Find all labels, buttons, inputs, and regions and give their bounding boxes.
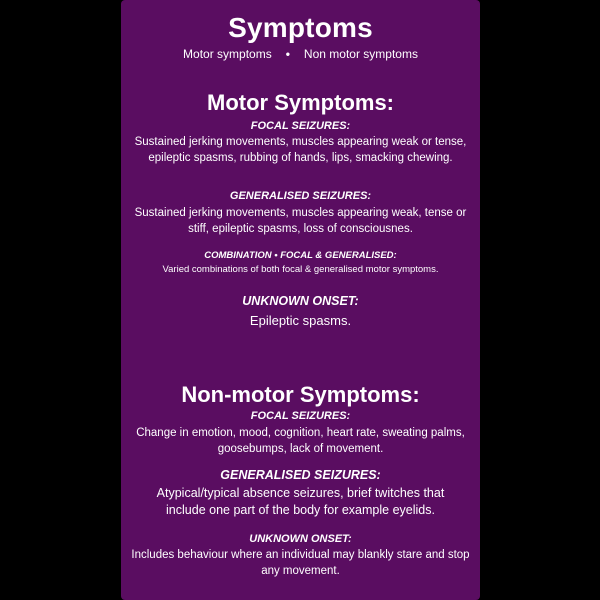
motor-heading: Motor Symptoms: [207, 90, 394, 115]
motor-focal-text: Sustained jerking movements, muscles appearing weak or tense, epileptic spasms, rubbing of hands, lips, smacking chewing. [134, 136, 467, 164]
motor-generalised-label: GENERALISED SEIZURES: [229, 190, 372, 202]
nav-link-motor[interactable]: Motor symptoms [183, 47, 272, 61]
nonmotor-focal-label: FOCAL SEIZURES: [250, 410, 351, 422]
nonmotor-generalised-text: Atypical/typical absence seizures, brief twitches that include one part of the body for example eyelids. [156, 486, 445, 517]
nonmotor-focal-text: Change in emotion, mood, cognition, heart rate, sweating palms, goosebumps, lack of movement. [136, 427, 465, 455]
motor-generalised-text: Sustained jerking movements, muscles appearing weak, tense or stiff, epileptic spasms, loss of consciousnes. [134, 207, 467, 235]
symptom-nav [121, 47, 480, 61]
motor-unknown-text: Epileptic spasms. [249, 313, 352, 328]
nav-link-non-motor[interactable]: Non motor symptoms [303, 47, 418, 61]
motor-combination-text: Varied combinations of both focal & generalised motor symptoms. [162, 264, 439, 275]
symptoms-panel [121, 0, 480, 600]
nonmotor-unknown-label: UNKNOWN ONSET: [249, 533, 352, 545]
motor-combination-label: COMBINATION • FOCAL & GENERALISED: [204, 250, 397, 261]
motor-unknown-label: UNKNOWN ONSET: [242, 294, 359, 308]
nav-separator: • [285, 47, 290, 61]
motor-focal-label: FOCAL SEIZURES: [250, 120, 351, 132]
nonmotor-unknown-text: Includes behaviour where an individual may blankly stare and stop any movement. [131, 549, 470, 577]
nonmotor-heading: Non-motor Symptoms: [181, 382, 420, 407]
page-title: Symptoms [228, 12, 373, 43]
nonmotor-generalised-label: GENERALISED SEIZURES: [220, 468, 381, 482]
